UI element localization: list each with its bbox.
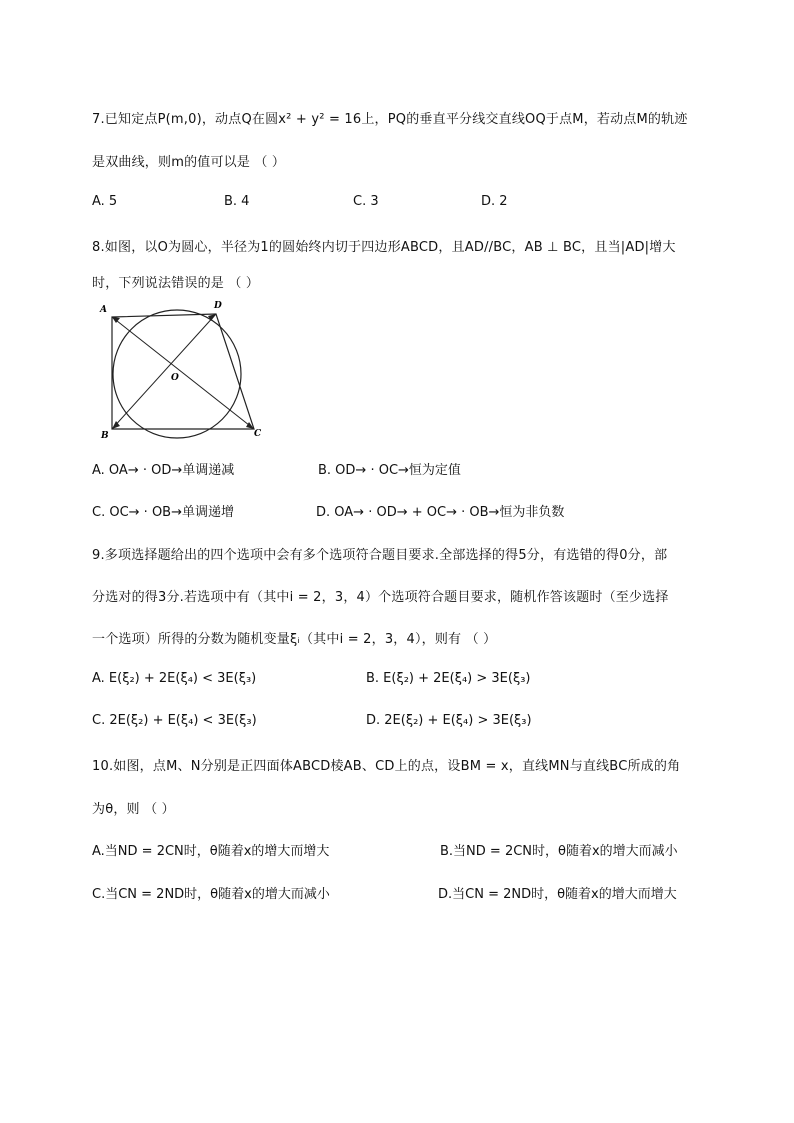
q8-option-d: D. OA→ · OD→ + OC→ · OB→恒为非负数 <box>316 505 565 520</box>
q10-option-d: D.当CN = 2ND时，θ随着x的增大而增大 <box>438 887 677 902</box>
q9-stem-line2: 分选对的得3分.若选项中有（其中i = 2，3，4）个选项符合题目要求，随机作答该题时（至少选择 <box>92 590 669 605</box>
segment-oa-oc <box>112 317 254 429</box>
q8-figure <box>96 296 271 441</box>
q7-option-c: C. 3 <box>353 194 379 209</box>
q8-option-b: B. OD→ · OC→恒为定值 <box>318 463 461 478</box>
q10-option-c: C.当CN = 2ND时，θ随着x的增大而减小 <box>92 887 330 902</box>
q10-stem-line2: 为θ，则 （ ） <box>92 802 175 817</box>
q8-stem-line2: 时，下列说法错误的是 （ ） <box>92 276 260 291</box>
q7-option-d: D. 2 <box>481 194 508 209</box>
label-c: C <box>254 429 262 439</box>
q9-stem-line3: 一个选项）所得的分数为随机变量ξᵢ（其中i = 2，3，4），则有 （ ） <box>92 632 497 647</box>
q8-stem-line1: 8.如图，以O为圆心，半径为1的圆始终内切于四边形ABCD，且AD//BC，AB ⊥ BC，且当|AD|增大 <box>92 240 676 255</box>
label-o: O <box>171 373 179 383</box>
q9-option-a: A. E(ξ₂) + 2E(ξ₄) < 3E(ξ₃) <box>92 671 257 686</box>
q9-option-d: D. 2E(ξ₂) + E(ξ₄) > 3E(ξ₃) <box>366 713 532 728</box>
q8-option-c: C. OC→ · OB→单调递增 <box>92 505 234 520</box>
q8-quadrilateral-diagram <box>96 296 271 441</box>
q9-stem-line1: 9.多项选择题给出的四个选项中会有多个选项符合题目要求.全部选择的得5分，有选错的得0分，部 <box>92 548 668 563</box>
q7-option-a: A. 5 <box>92 194 118 209</box>
label-a: A <box>100 305 107 315</box>
q7-option-b: B. 4 <box>224 194 250 209</box>
label-d: D <box>214 301 222 311</box>
q9-option-c: C. 2E(ξ₂) + E(ξ₄) < 3E(ξ₃) <box>92 713 257 728</box>
q10-stem-line1: 10.如图，点M、N分别是正四面体ABCD棱AB、CD上的点，设BM = x，直线MN与直线BC所成的角 <box>92 759 681 774</box>
q8-option-a: A. OA→ · OD→单调递减 <box>92 463 235 478</box>
q10-option-b: B.当ND = 2CN时，θ随着x的增大而减小 <box>440 844 678 859</box>
q10-option-a: A.当ND = 2CN时，θ随着x的增大而增大 <box>92 844 330 859</box>
q9-option-b: B. E(ξ₂) + 2E(ξ₄) > 3E(ξ₃) <box>366 671 531 686</box>
segment-od-ob <box>112 314 216 429</box>
q7-stem-line1: 7.已知定点P(m,0)，动点Q在圆x² + y² = 16上，PQ的垂直平分线交直线OQ于点M，若动点M的轨迹 <box>92 112 688 127</box>
q7-stem-line2: 是双曲线，则m的值可以是 （ ） <box>92 155 286 170</box>
label-b: B <box>101 431 109 441</box>
